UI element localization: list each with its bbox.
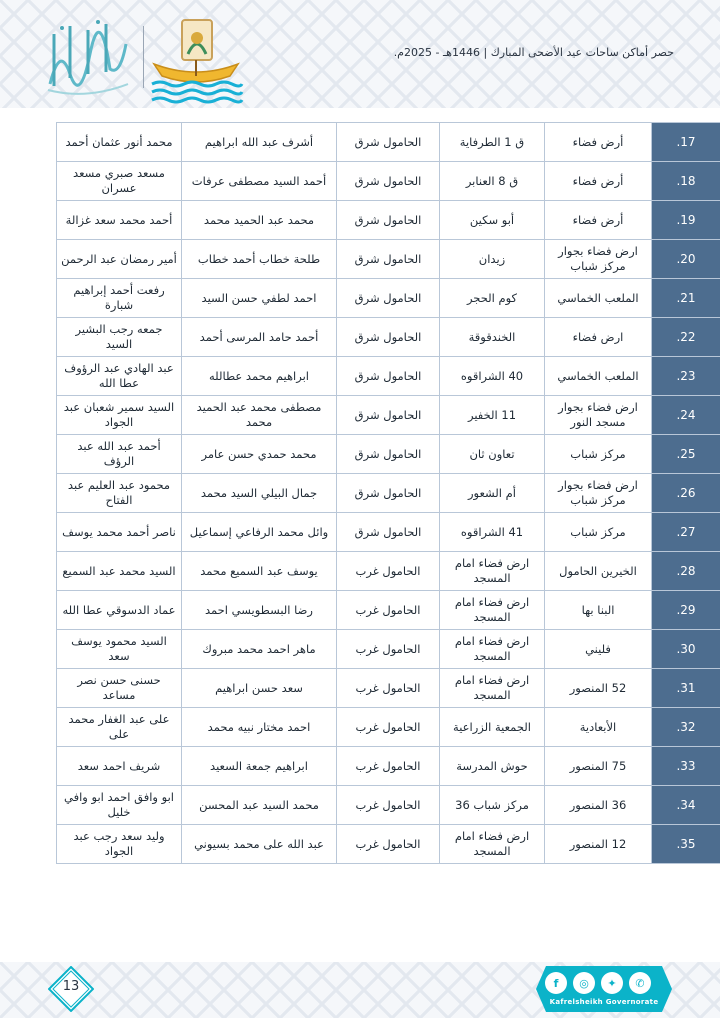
site-cell: 12 المنصور [545,825,652,864]
site-cell: الأبعادية [545,708,652,747]
row-number: 21. [652,279,720,318]
site-cell: مركز شباب [545,513,652,552]
table-row [57,786,720,825]
responsible-cell: ابو وافق احمد ابو وافي خليل [57,786,182,825]
social-icons [545,972,651,994]
region-cell: الحامول شرق [337,240,440,279]
responsible-cell: محمد حمدي حسن عامر [182,435,337,474]
responsible-cell: وائل محمد الرفاعي إسماعيل [182,513,337,552]
site-cell: ارض فضاء بجوار مسجد النور [545,396,652,435]
row-number: 26. [652,474,720,513]
responsible-cell: محمد السيد عبد المحسن [182,786,337,825]
governorate-emblem [148,14,244,104]
page-title: حصر أماكن ساحات عيد الأضحى المبارك | 1446هـ - 2025م. [393,46,674,59]
region-cell: الحامول غرب [337,630,440,669]
area-cell: 40 الشراقوه [440,357,545,396]
region-cell: الحامول غرب [337,591,440,630]
region-cell: الحامول شرق [337,279,440,318]
responsible-cell: على عبد الغفار محمد على [57,708,182,747]
responsible-cell: السيد سمير شعبان عبد الجواد [57,396,182,435]
eid-calligraphy-logo [40,14,132,96]
area-cell: ارض فضاء امام المسجد [440,825,545,864]
responsible-cell: جمعه رجب البشير السيد [57,318,182,357]
responsible-cell: جمال البيلي السيد محمد [182,474,337,513]
row-number: 32. [652,708,720,747]
table-row [57,279,720,318]
table-row [57,747,720,786]
responsible-cell: أحمد محمد سعد غزالة [57,201,182,240]
responsible-cell: سعد حسن ابراهيم [182,669,337,708]
site-cell: 36 المنصور [545,786,652,825]
region-cell: الحامول شرق [337,123,440,162]
site-cell: ارض فضاء بجوار مركز شباب [545,474,652,513]
responsible-cell: رفعت أحمد إبراهيم شبارة [57,279,182,318]
row-number: 25. [652,435,720,474]
region-cell: الحامول غرب [337,825,440,864]
responsible-cell: أحمد حامد المرسى أحمد [182,318,337,357]
site-cell: مركز شباب [545,435,652,474]
row-number: 28. [652,552,720,591]
region-cell: الحامول شرق [337,435,440,474]
responsible-cell: شريف احمد سعد [57,747,182,786]
region-cell: الحامول شرق [337,162,440,201]
table-row [57,552,720,591]
responsible-cell: أحمد عبد الله عبد الرؤف [57,435,182,474]
region-cell: الحامول شرق [337,396,440,435]
area-cell: الخندقوقة [440,318,545,357]
table-row [57,318,720,357]
responsible-cell: حسنى حسن نصر مساعد [57,669,182,708]
table-row [57,474,720,513]
region-cell: الحامول شرق [337,474,440,513]
responsible-cell: أحمد السيد مصطفى عرفات [182,162,337,201]
site-cell: فليني [545,630,652,669]
responsible-cell: رضا البسطويسي احمد [182,591,337,630]
responsible-cell: محمد عبد الحميد محمد [182,201,337,240]
area-cell: ارض فضاء امام المسجد [440,630,545,669]
table-row [57,123,720,162]
row-number: 35. [652,825,720,864]
responsible-cell: السيد محمود يوسف سعد [57,630,182,669]
row-number: 30. [652,630,720,669]
site-cell: الخيرين الحامول [545,552,652,591]
region-cell: الحامول غرب [337,708,440,747]
responsible-cell: السيد محمد عبد السميع [57,552,182,591]
area-cell: الجمعية الزراعية [440,708,545,747]
responsible-cell: محمود عبد العليم عبد الفتاح [57,474,182,513]
site-cell: الملعب الخماسي [545,279,652,318]
site-cell: أرض فضاء [545,201,652,240]
row-number: 22. [652,318,720,357]
squares-table [56,122,720,864]
responsible-cell: مسعد صبري مسعد عسران [57,162,182,201]
row-number: 19. [652,201,720,240]
row-number: 34. [652,786,720,825]
site-cell: 75 المنصور [545,747,652,786]
whatsapp-icon[interactable]: ✆ [629,972,651,994]
responsible-cell: مصطفى محمد عبد الحميد محمد [182,396,337,435]
responsible-cell: عماد الدسوقي عطا الله [57,591,182,630]
responsible-cell: احمد لطفي حسن السيد [182,279,337,318]
table-row [57,162,720,201]
table-row [57,396,720,435]
row-number: 29. [652,591,720,630]
region-cell: الحامول غرب [337,747,440,786]
responsible-cell: ماهر احمد محمد مبروك [182,630,337,669]
responsible-cell: عبد الهادي عبد الرؤوف عطا الله [57,357,182,396]
table-row [57,357,720,396]
row-number: 33. [652,747,720,786]
area-cell: حوش المدرسة [440,747,545,786]
logo-divider [143,26,144,88]
row-number: 18. [652,162,720,201]
table-row [57,201,720,240]
region-cell: الحامول غرب [337,552,440,591]
area-cell: أبو سكين [440,201,545,240]
facebook-icon[interactable]: f [545,972,567,994]
responsible-cell: عبد الله على محمد بسيوني [182,825,337,864]
area-cell: مركز شباب 36 [440,786,545,825]
site-cell: 52 المنصور [545,669,652,708]
region-cell: الحامول شرق [337,357,440,396]
area-cell: ارض فضاء امام المسجد [440,552,545,591]
table-row [57,591,720,630]
responsible-cell: يوسف عبد السميع محمد [182,552,337,591]
region-cell: الحامول شرق [337,201,440,240]
site-cell: ارض فضاء [545,318,652,357]
region-cell: الحامول غرب [337,786,440,825]
site-cell: أرض فضاء [545,123,652,162]
responsible-cell: طلحة خطاب أحمد خطاب [182,240,337,279]
region-cell: الحامول شرق [337,513,440,552]
responsible-cell: ابراهيم جمعة السعيد [182,747,337,786]
table-row [57,708,720,747]
table-row [57,513,720,552]
site-cell: ارض فضاء بجوار مركز شباب [545,240,652,279]
area-cell: أم الشعور [440,474,545,513]
region-cell: الحامول شرق [337,318,440,357]
table-row [57,669,720,708]
site-cell: الملعب الخماسي [545,357,652,396]
table-row [57,240,720,279]
page-number: 13 [62,979,80,994]
area-cell: ق 8 العنابر [440,162,545,201]
row-number: 17. [652,123,720,162]
site-cell: أرض فضاء [545,162,652,201]
area-cell: كوم الحجر [440,279,545,318]
row-number: 20. [652,240,720,279]
table-row [57,825,720,864]
table-row [57,630,720,669]
region-cell: الحامول غرب [337,669,440,708]
row-number: 27. [652,513,720,552]
responsible-cell: ابراهيم محمد عطالله [182,357,337,396]
instagram-icon[interactable]: ◎ [573,972,595,994]
area-cell: زيدان [440,240,545,279]
row-number: 31. [652,669,720,708]
area-cell: ارض فضاء امام المسجد [440,669,545,708]
area-cell: 41 الشراقوه [440,513,545,552]
social-caption: Kafrelsheikh Governorate [549,998,659,1006]
responsible-cell: ناصر أحمد محمد يوسف [57,513,182,552]
responsible-cell: محمد أنور عثمان أحمد [57,123,182,162]
site-cell: البنا بها [545,591,652,630]
area-cell: ارض فضاء امام المسجد [440,591,545,630]
area-cell: 11 الخفير [440,396,545,435]
table-row [57,435,720,474]
area-cell: ق 1 الطرفاية [440,123,545,162]
responsible-cell: احمد مختار نبيه محمد [182,708,337,747]
row-number: 23. [652,357,720,396]
area-cell: تعاون ثان [440,435,545,474]
responsible-cell: أمير رمضان عبد الرحمن [57,240,182,279]
responsible-cell: وليد سعد رجب عبد الجواد [57,825,182,864]
twitter-icon[interactable]: ✦ [601,972,623,994]
row-number: 24. [652,396,720,435]
responsible-cell: أشرف عبد الله ابراهيم [182,123,337,162]
